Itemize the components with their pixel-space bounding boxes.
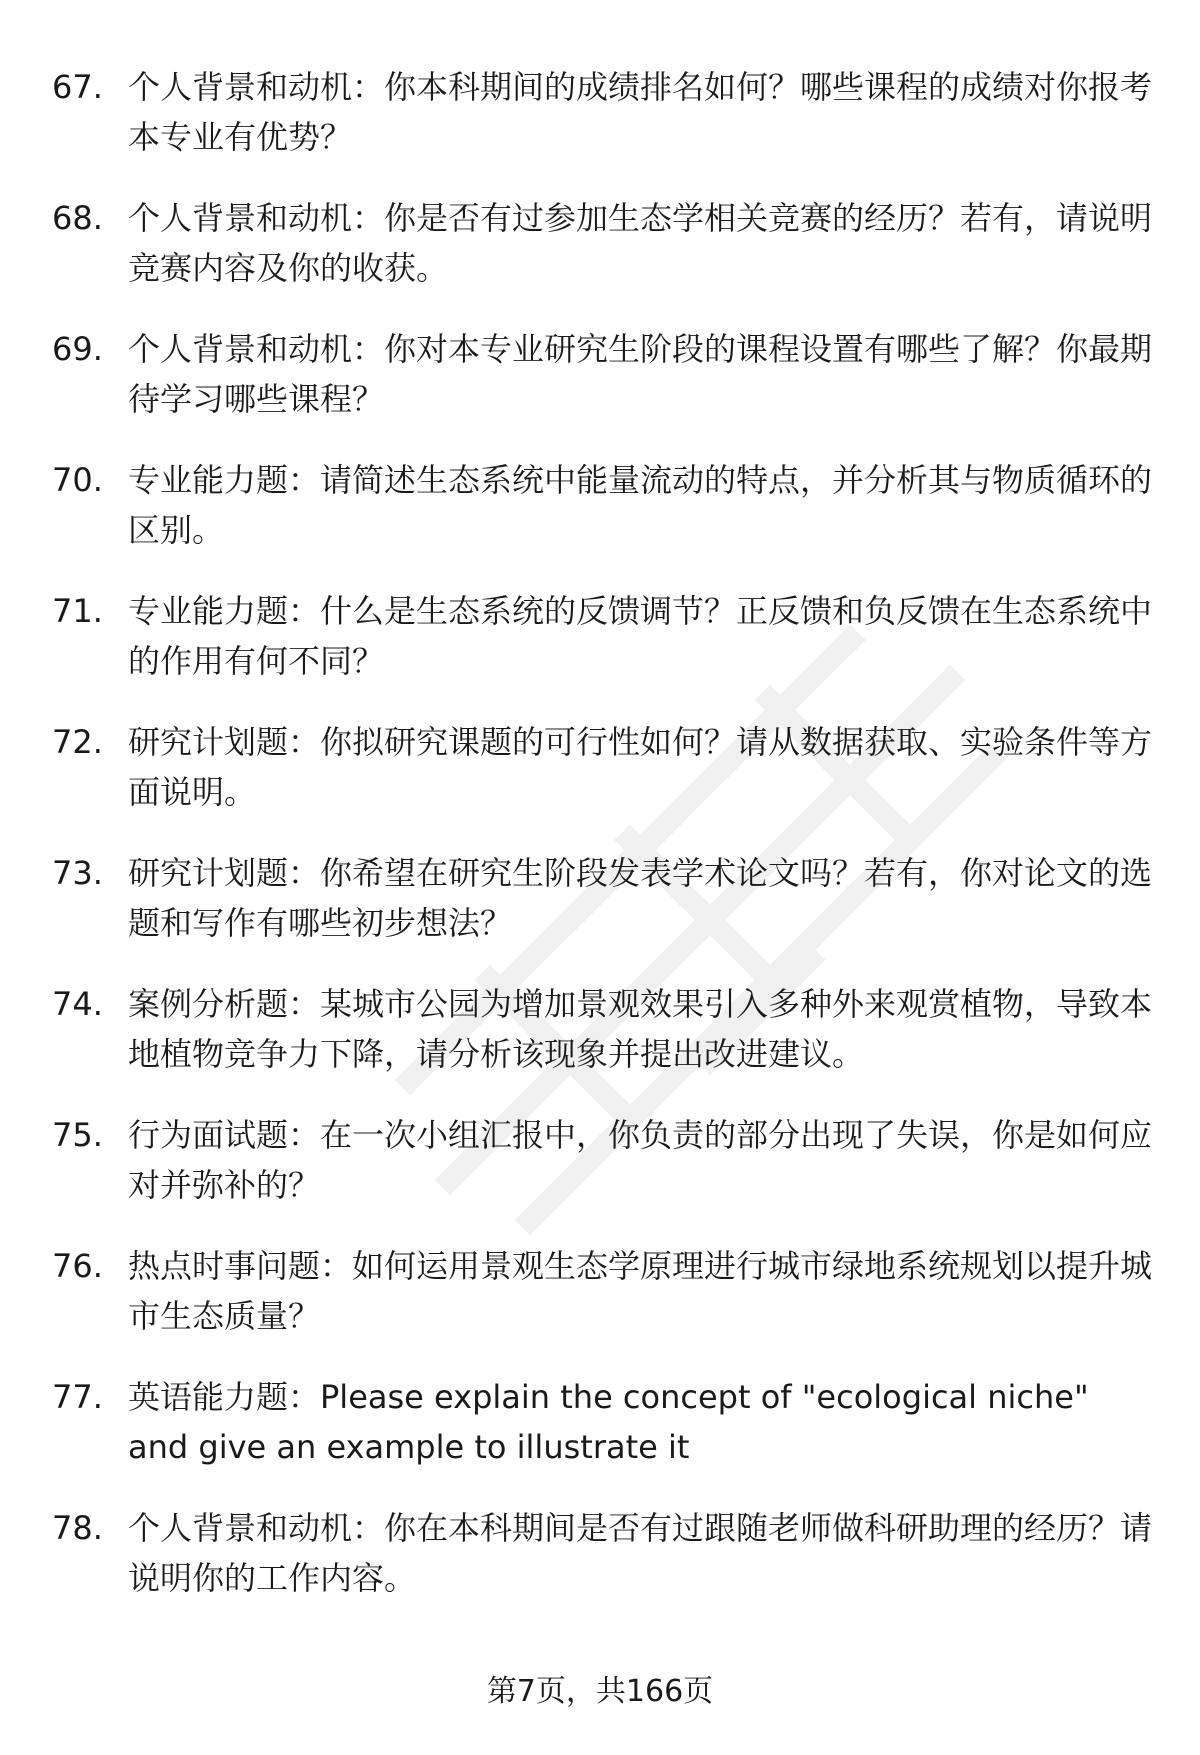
question-text: 个人背景和动机：你本科期间的成绩排名如何？哪些课程的成绩对你报考本专业有优势？	[128, 68, 1153, 156]
question-number: 71.	[52, 592, 103, 630]
list-item	[52, 848, 1152, 979]
question-text: 个人背景和动机：你在本科期间是否有过跟随老师做科研助理的经历？请说明你的工作内容。	[128, 1509, 1153, 1597]
question-number: 73.	[52, 854, 103, 892]
question-text: 研究计划题：你希望在研究生阶段发表学术论文吗？若有，你对论文的选题和写作有哪些初步想法？	[128, 854, 1153, 942]
question-number: 67.	[52, 68, 103, 106]
list-item	[52, 324, 1152, 455]
question-list	[52, 62, 1152, 1634]
list-item	[52, 1110, 1152, 1241]
question-number: 68.	[52, 199, 103, 237]
question-text: 行为面试题：在一次小组汇报中，你负责的部分出现了失误，你是如何应对并弥补的？	[128, 1116, 1153, 1204]
question-number: 76.	[52, 1247, 103, 1285]
question-number: 74.	[52, 985, 103, 1023]
question-number: 78.	[52, 1509, 103, 1547]
question-text: 案例分析题：某城市公园为增加景观效果引入多种外来观赏植物，导致本地植物竞争力下降，请分析该现象并提出改进建议。	[128, 985, 1153, 1073]
question-text: 专业能力题：什么是生态系统的反馈调节？正反馈和负反馈在生态系统中的作用有何不同？	[128, 592, 1153, 680]
question-number: 70.	[52, 461, 103, 499]
page-footer: 第7页，共166页	[486, 1674, 714, 1709]
list-item	[52, 455, 1152, 586]
list-item	[52, 1241, 1152, 1372]
question-number: 77.	[52, 1378, 103, 1416]
list-item	[52, 586, 1152, 717]
list-item	[52, 717, 1152, 848]
list-item	[52, 193, 1152, 324]
question-number: 69.	[52, 330, 103, 368]
question-number: 72.	[52, 723, 103, 761]
question-text: 个人背景和动机：你是否有过参加生态学相关竞赛的经历？若有，请说明竞赛内容及你的收获。	[128, 199, 1153, 287]
question-text: 热点时事问题：如何运用景观生态学原理进行城市绿地系统规划以提升城市生态质量？	[128, 1247, 1153, 1335]
question-text: 专业能力题：请简述生态系统中能量流动的特点，并分析其与物质循环的区别。	[128, 461, 1153, 549]
question-text: 英语能力题：Please explain the concept of "ecological niche" and give an example to illustrate it	[128, 1378, 1089, 1466]
question-text: 研究计划题：你拟研究课题的可行性如何？请从数据获取、实验条件等方面说明。	[128, 723, 1153, 811]
question-number: 75.	[52, 1116, 103, 1154]
list-item	[52, 1503, 1152, 1634]
question-text: 个人背景和动机：你对本专业研究生阶段的课程设置有哪些了解？你最期待学习哪些课程？	[128, 330, 1153, 418]
list-item	[52, 1372, 1152, 1503]
list-item	[52, 62, 1152, 193]
list-item	[52, 979, 1152, 1110]
